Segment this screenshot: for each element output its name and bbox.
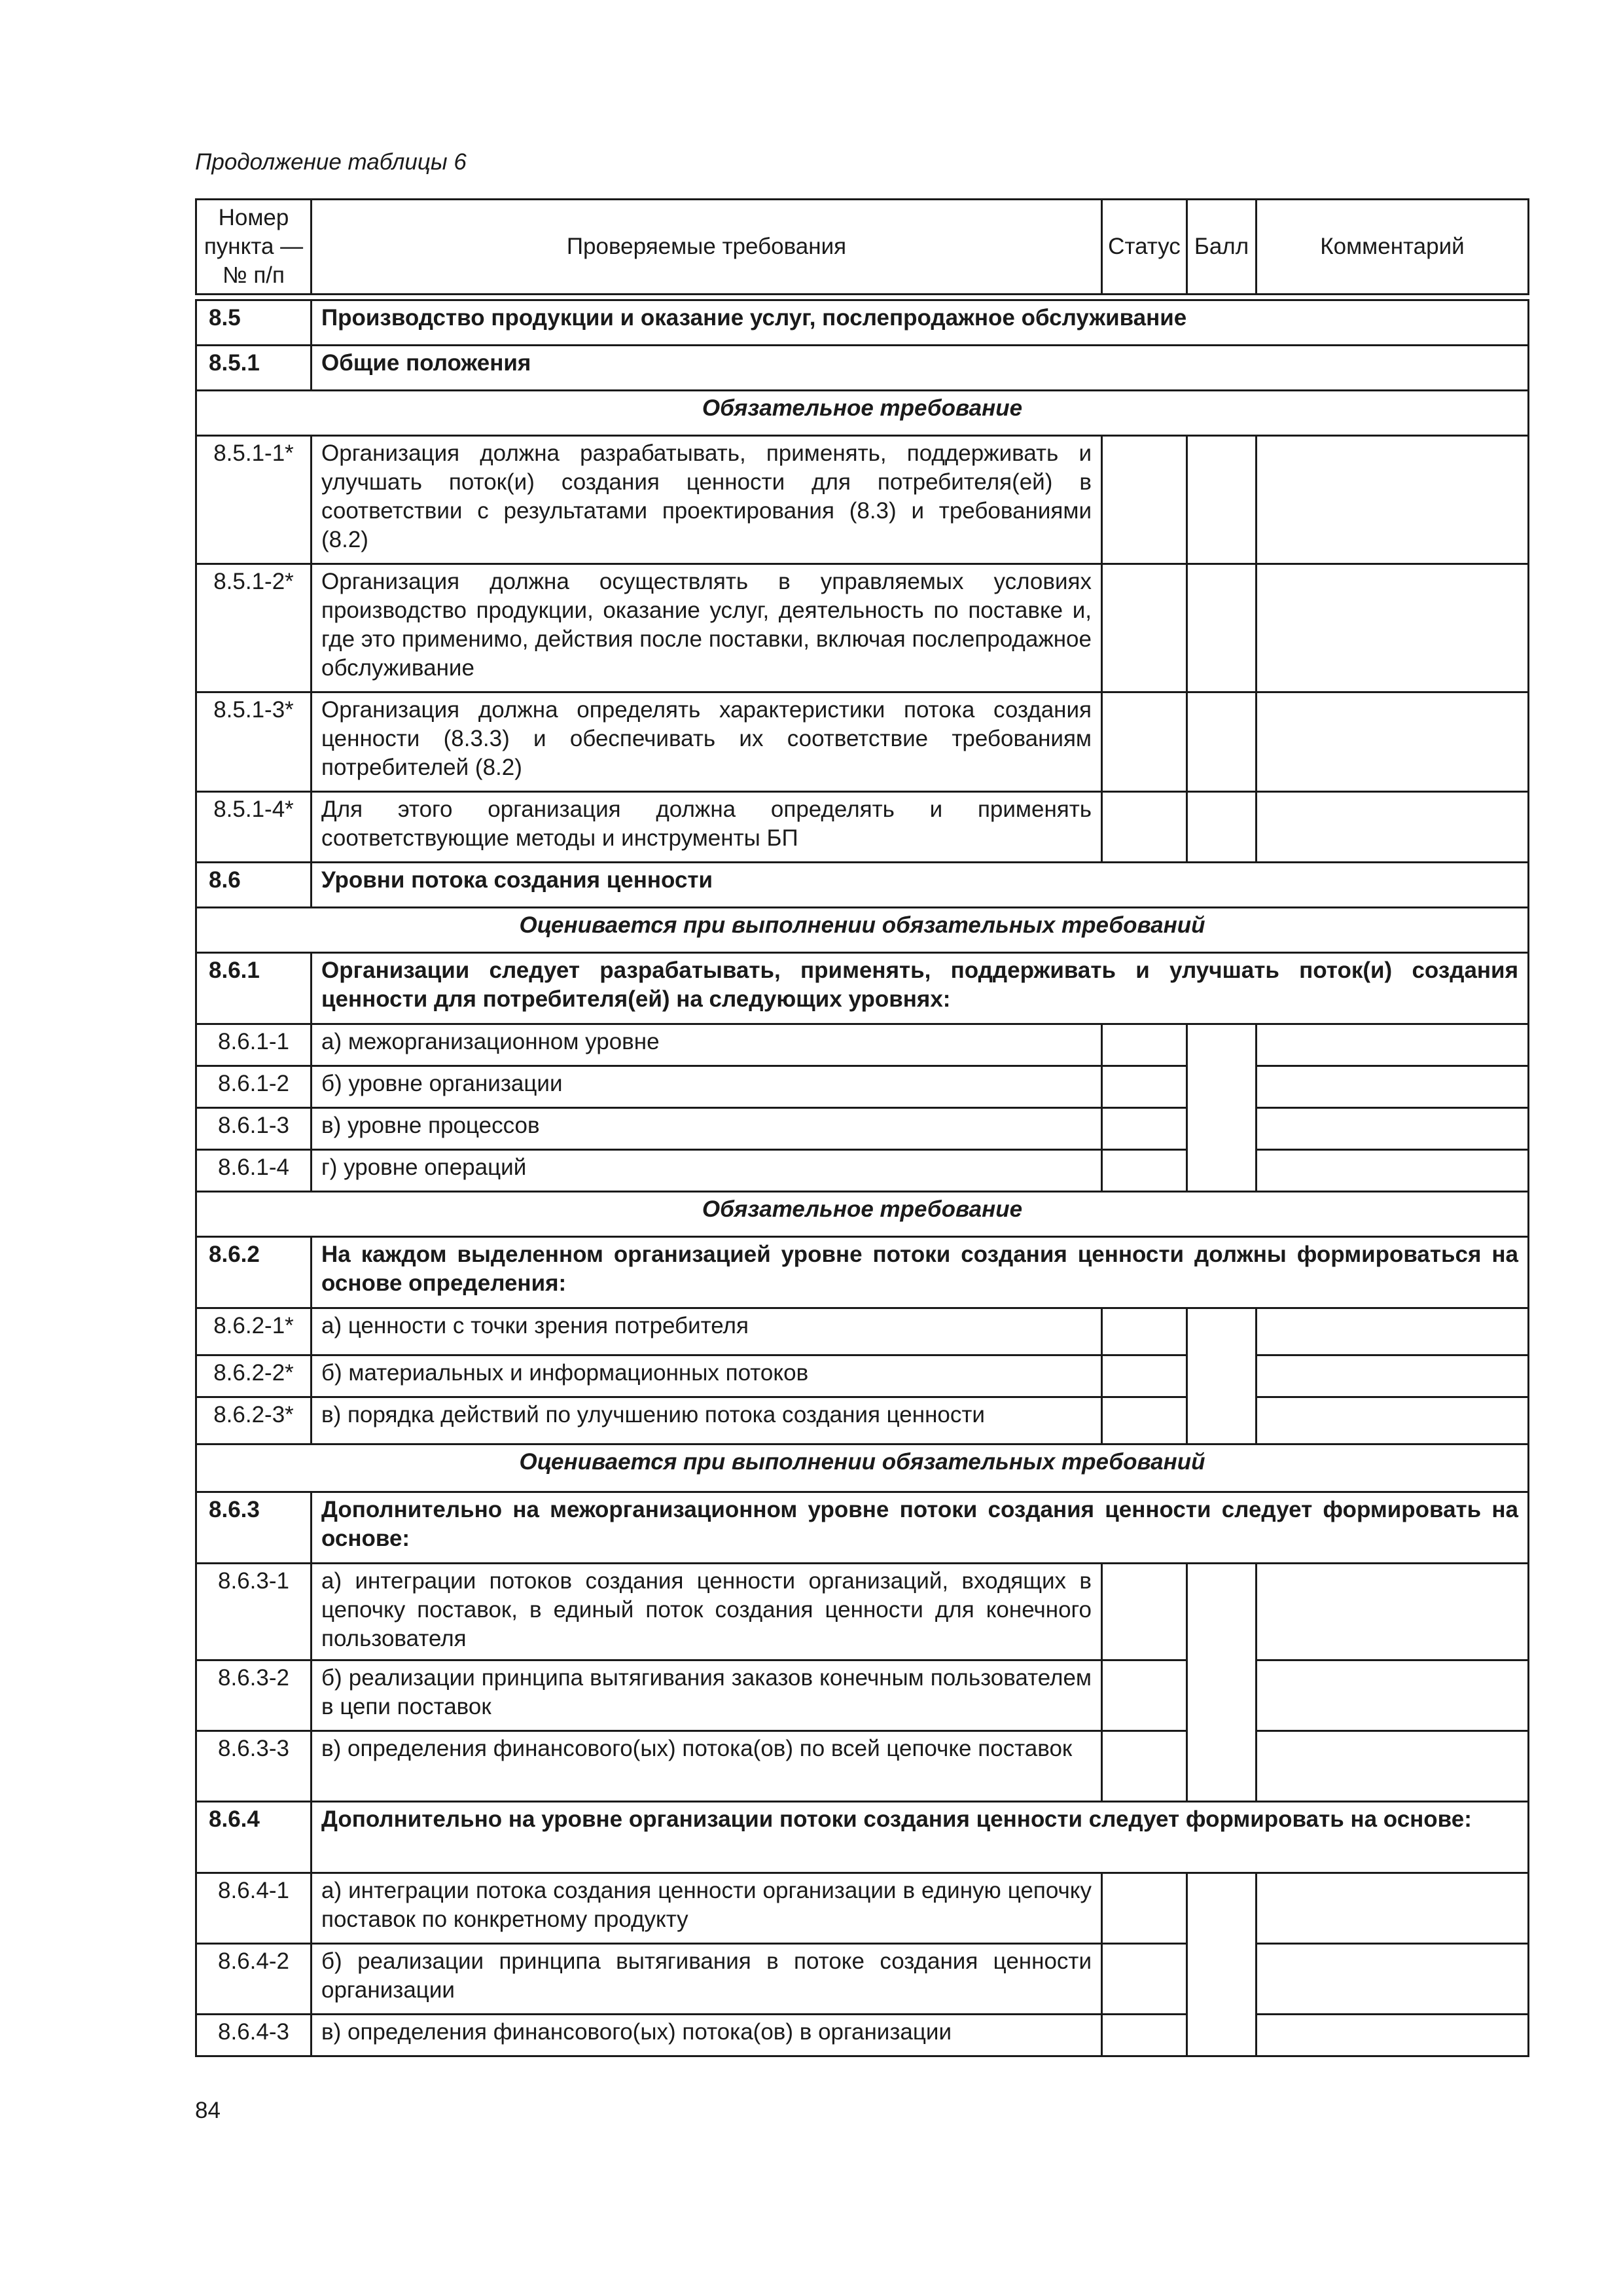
row-requirement: г) уровне операций [312,1150,1102,1192]
row-requirement: а) интеграции потока создания ценности организации в единую цепочку поставок по конкретному продукту [312,1873,1102,1944]
row-num: 8.6.2-3* [196,1397,312,1444]
row-num: 8.6.3-1 [196,1564,312,1660]
table-row [196,1944,1529,2015]
section-title: Дополнительно на межорганизационном уровне потоки создания ценности следует формировать на основе: [312,1492,1529,1564]
comment-cell[interactable] [1257,692,1529,792]
section-num: 8.6.4 [196,1802,312,1873]
comment-cell[interactable] [1257,1660,1529,1731]
status-cell[interactable] [1102,2015,1187,2056]
row-num: 8.6.4-2 [196,1944,312,2015]
row-num: 8.5.1-4* [196,792,312,863]
requirements-table [195,198,1529,2057]
section-num: 8.5.1 [196,346,312,391]
section-title: Общие положения [312,346,1529,391]
table-row [196,792,1529,863]
status-cell[interactable] [1102,1355,1187,1397]
table-row [196,1066,1529,1108]
table-row [196,1308,1529,1355]
comment-cell[interactable] [1257,436,1529,564]
note-row [196,391,1529,436]
row-requirement: б) уровне организации [312,1066,1102,1108]
row-requirement: в) определения финансового(ых) потока(ов) по всей цепочке поставок [312,1731,1102,1802]
header-status: Статус [1102,200,1187,295]
table-row [196,1873,1529,1944]
score-cell[interactable] [1187,1873,1257,2056]
status-cell[interactable] [1102,1660,1187,1731]
status-cell[interactable] [1102,564,1187,692]
header-score: Балл [1187,200,1257,295]
comment-cell[interactable] [1257,1066,1529,1108]
row-num: 8.6.3-3 [196,1731,312,1802]
table-row [196,1660,1529,1731]
row-requirement: а) ценности с точки зрения потребителя [312,1308,1102,1355]
status-cell[interactable] [1102,1564,1187,1660]
comment-cell[interactable] [1257,1024,1529,1066]
status-cell[interactable] [1102,792,1187,863]
section-title: Организации следует разрабатывать, применять, поддерживать и улучшать поток(и) создания ценности для потребителя(ей) на следующих уровнях: [312,953,1529,1024]
comment-cell[interactable] [1257,1355,1529,1397]
row-num: 8.6.1-4 [196,1150,312,1192]
status-cell[interactable] [1102,1397,1187,1444]
note-conditional: Оценивается при выполнении обязательных требований [196,908,1529,953]
section-num: 8.6.1 [196,953,312,1024]
row-requirement: а) интеграции потоков создания ценности организаций, входящих в цепочку поставок, в единый поток создания ценности для конечного пользователя [312,1564,1102,1660]
comment-cell[interactable] [1257,2015,1529,2056]
section-row [196,346,1529,391]
row-requirement: б) материальных и информационных потоков [312,1355,1102,1397]
section-title: Производство продукции и оказание услуг, послепродажное обслуживание [312,300,1529,346]
table-row [196,1397,1529,1444]
table-caption: Продолжение таблицы 6 [195,149,467,175]
header-row [196,200,1529,295]
comment-cell[interactable] [1257,1564,1529,1660]
row-num: 8.6.1-3 [196,1108,312,1150]
row-requirement: б) реализации принципа вытягивания в потоке создания ценности организации [312,1944,1102,2015]
section-row [196,953,1529,1024]
note-row [196,1444,1529,1492]
comment-cell[interactable] [1257,564,1529,692]
section-row [196,863,1529,908]
row-requirement: а) межорганизационном уровне [312,1024,1102,1066]
row-requirement: Организация должна разрабатывать, применять, поддерживать и улучшать поток(и) создания ценности для потребителя(ей) в соответствии с результатами проектирования (8.3) и требованиями (8.2) [312,436,1102,564]
row-num: 8.6.2-1* [196,1308,312,1355]
row-num: 8.6.1-2 [196,1066,312,1108]
table-row [196,564,1529,692]
note-row [196,1192,1529,1237]
status-cell[interactable] [1102,1731,1187,1802]
row-num: 8.6.2-2* [196,1355,312,1397]
table-row [196,1108,1529,1150]
comment-cell[interactable] [1257,792,1529,863]
row-num: 8.6.3-2 [196,1660,312,1731]
note-mandatory: Обязательное требование [196,391,1529,436]
comment-cell[interactable] [1257,1308,1529,1355]
score-cell[interactable] [1187,1024,1257,1192]
score-cell[interactable] [1187,564,1257,692]
header-comment: Комментарий [1257,200,1529,295]
header-separator [196,295,1529,300]
row-num: 8.6.4-1 [196,1873,312,1944]
table-row [196,692,1529,792]
table-row [196,1564,1529,1660]
table-row [196,1150,1529,1192]
section-row [196,300,1529,346]
status-cell[interactable] [1102,1944,1187,2015]
section-num: 8.6 [196,863,312,908]
row-num: 8.5.1-3* [196,692,312,792]
page-number: 84 [195,2098,221,2123]
row-requirement: Организация должна определять характеристики потока создания ценности (8.3.3) и обеспечивать их соответствие требованиям потребителей (8.2) [312,692,1102,792]
comment-cell[interactable] [1257,1873,1529,1944]
row-requirement: в) определения финансового(ых) потока(ов) в организации [312,2015,1102,2056]
note-row [196,908,1529,953]
row-num: 8.5.1-2* [196,564,312,692]
table-row [196,436,1529,564]
table-row [196,2015,1529,2056]
status-cell[interactable] [1102,1150,1187,1192]
score-cell[interactable] [1187,792,1257,863]
section-row [196,1802,1529,1873]
comment-cell[interactable] [1257,1108,1529,1150]
row-num: 8.5.1-1* [196,436,312,564]
section-title: Дополнительно на уровне организации потоки создания ценности следует формировать на основе: [312,1802,1529,1873]
score-cell[interactable] [1187,1308,1257,1444]
section-title: На каждом выделенном организацией уровне потоки создания ценности должны формироваться на основе определения: [312,1237,1529,1308]
status-cell[interactable] [1102,1024,1187,1066]
section-num: 8.6.3 [196,1492,312,1564]
score-cell[interactable] [1187,436,1257,564]
section-num: 8.5 [196,300,312,346]
section-row [196,1492,1529,1564]
row-requirement: б) реализации принципа вытягивания заказов конечным пользователем в цепи поставок [312,1660,1102,1731]
header-requirements: Проверяемые требования [312,200,1102,295]
row-num: 8.6.1-1 [196,1024,312,1066]
status-cell[interactable] [1102,436,1187,564]
status-cell[interactable] [1102,692,1187,792]
status-cell[interactable] [1102,1308,1187,1355]
table-row [196,1024,1529,1066]
section-row [196,1237,1529,1308]
comment-cell[interactable] [1257,1397,1529,1444]
section-num: 8.6.2 [196,1237,312,1308]
row-requirement: в) уровне процессов [312,1108,1102,1150]
comment-cell[interactable] [1257,1150,1529,1192]
table-row [196,1355,1529,1397]
note-mandatory: Обязательное требование [196,1192,1529,1237]
row-requirement: в) порядка действий по улучшению потока создания ценности [312,1397,1102,1444]
header-num: Номер пункта — № п/п [196,200,312,295]
status-cell[interactable] [1102,1108,1187,1150]
note-conditional: Оценивается при выполнении обязательных требований [196,1444,1529,1492]
row-num: 8.6.4-3 [196,2015,312,2056]
row-requirement: Организация должна осуществлять в управляемых условиях производство продукции, оказание услуг, деятельность по поставке и, где это применимо, действия после поставки, включая послепродажное обслуживание [312,564,1102,692]
comment-cell[interactable] [1257,1944,1529,2015]
score-cell[interactable] [1187,692,1257,792]
status-cell[interactable] [1102,1066,1187,1108]
row-requirement: Для этого организация должна определять и применять соответствующие методы и инструменты БП [312,792,1102,863]
score-cell[interactable] [1187,1564,1257,1802]
status-cell[interactable] [1102,1873,1187,1944]
section-title: Уровни потока создания ценности [312,863,1529,908]
table-row [196,1731,1529,1802]
comment-cell[interactable] [1257,1731,1529,1802]
